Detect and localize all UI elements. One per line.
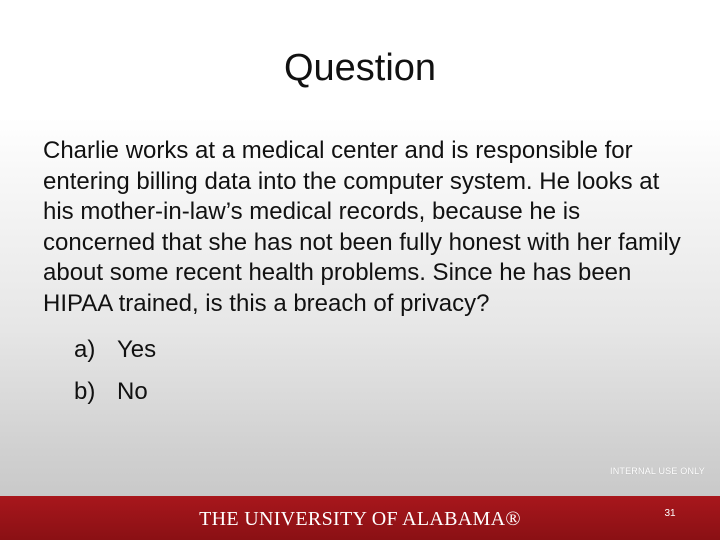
footer-bar <box>0 496 720 540</box>
option-text: Yes <box>117 336 157 363</box>
option-a <box>43 329 683 371</box>
answer-options <box>43 329 683 413</box>
page-number: 31 <box>664 508 676 519</box>
slide-body <box>43 136 683 413</box>
university-wordmark: THE UNIVERSITY OF ALABAMA® <box>199 508 521 530</box>
option-b <box>43 371 683 413</box>
classification-label: INTERNAL USE ONLY <box>610 466 705 476</box>
slide-title: Question <box>283 47 437 89</box>
option-letter: b) <box>74 378 96 405</box>
option-letter: a) <box>74 336 96 363</box>
option-text: No <box>117 378 148 405</box>
question-text: Charlie works at a medical center and is responsible for entering billing data into the computer system. He looks at his mother-in-law’s medical records, because he is concerned that she has not been fully honest with her family about some recent health problems. Since he has been HIPAA trained, is this a breach of privacy? <box>43 137 681 317</box>
